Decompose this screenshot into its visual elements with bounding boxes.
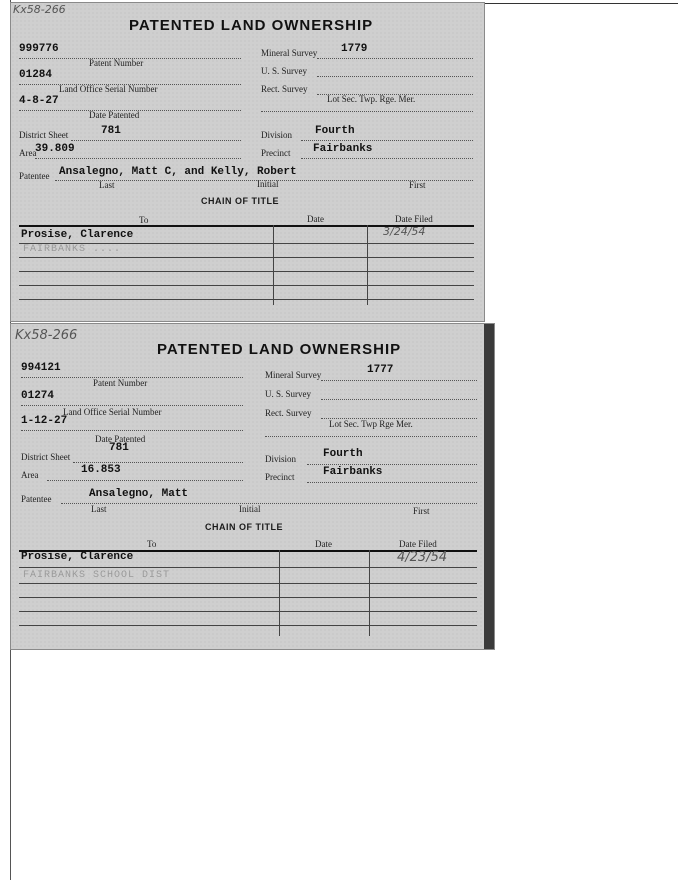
ownership-card-1 [10,2,485,322]
initial-label: Initial [257,179,279,189]
precinct-label: Precinct [265,472,295,482]
col-to: To [139,215,149,225]
date-patented-label: Date Patented [95,434,146,444]
area-label: Area [21,470,39,480]
chain-row-1-date-filed: 4/23/54 [397,550,448,565]
last-label: Last [91,504,107,514]
area-value: 16.853 [81,464,121,476]
mineral-survey-label: Mineral Survey [261,48,318,58]
rect-survey-label: Rect. Survey [261,84,308,94]
date-patented-label: Date Patented [89,110,140,120]
date-patented-value: 1-12-27 [21,415,68,427]
area-label: Area [19,148,37,158]
chain-row-1-to: Prosise, Clarence [21,229,134,241]
chain-row-1-date-filed: 3/24/54 [383,225,426,238]
division-label: Division [265,454,297,464]
serial-label: Land Office Serial Number [63,407,162,417]
chain-of-title-heading: CHAIN OF TITLE [205,522,283,532]
patentee-label: Patentee [19,171,50,181]
first-label: First [413,506,430,516]
initial-label: Initial [239,504,261,514]
serial-value: 01284 [19,69,53,81]
patentee-value: Ansalegno, Matt C, and Kelly, Robert [59,166,297,178]
serial-value: 01274 [21,390,55,402]
col-date: Date [307,214,324,224]
district-sheet-value: 781 [101,125,121,137]
chain-row-2-to: FAIRBANKS SCHOOL DIST [23,570,171,581]
col-date: Date [315,539,332,549]
patent-number-value: 999776 [19,43,59,55]
division-label: Division [261,130,293,140]
last-label: Last [99,180,115,190]
patent-number-value: 994121 [21,362,61,374]
first-label: First [409,180,426,190]
serial-label: Land Office Serial Number [59,84,158,94]
card-title: PATENTED LAND OWNERSHIP [129,17,374,34]
patent-number-label: Patent Number [89,58,144,68]
chain-row-2-to: FAIRBANKS .... [23,244,122,255]
col-date-filed: Date Filed [399,539,437,549]
rect-survey-columns: Lot Sec. Twp Rge Mer. [329,419,413,429]
col-date-filed: Date Filed [395,214,433,224]
district-sheet-label: District Sheet [21,452,71,462]
precinct-label: Precinct [261,148,291,158]
card-title: PATENTED LAND OWNERSHIP [157,341,402,358]
corner-note: Kx58-266 [15,328,78,343]
ownership-card-2 [10,323,495,650]
date-patented-value: 4-8-27 [19,95,59,107]
rect-survey-label: Rect. Survey [265,408,312,418]
district-sheet-label: District Sheet [19,130,69,140]
chain-row-1-to: Prosise, Clarence [21,551,134,563]
division-value: Fourth [315,125,355,137]
mineral-survey-value: 1779 [341,43,368,55]
district-sheet-value: 781 [109,442,129,454]
division-value: Fourth [323,448,363,460]
col-to: To [147,539,157,549]
chain-of-title-heading: CHAIN OF TITLE [201,196,279,206]
corner-note: Kx58-266 [13,3,66,16]
precinct-value: Fairbanks [323,466,383,478]
patent-number-label: Patent Number [93,378,148,388]
us-survey-label: U. S. Survey [261,66,308,76]
mineral-survey-label: Mineral Survey [265,370,322,380]
rect-survey-columns: Lot Sec. Twp. Rge. Mer. [327,94,416,104]
area-value: 39.809 [35,143,75,155]
patentee-value: Ansalegno, Matt [89,488,189,500]
patentee-label: Patentee [21,494,52,504]
mineral-survey-value: 1777 [367,364,394,376]
us-survey-label: U. S. Survey [265,389,312,399]
precinct-value: Fairbanks [313,143,373,155]
